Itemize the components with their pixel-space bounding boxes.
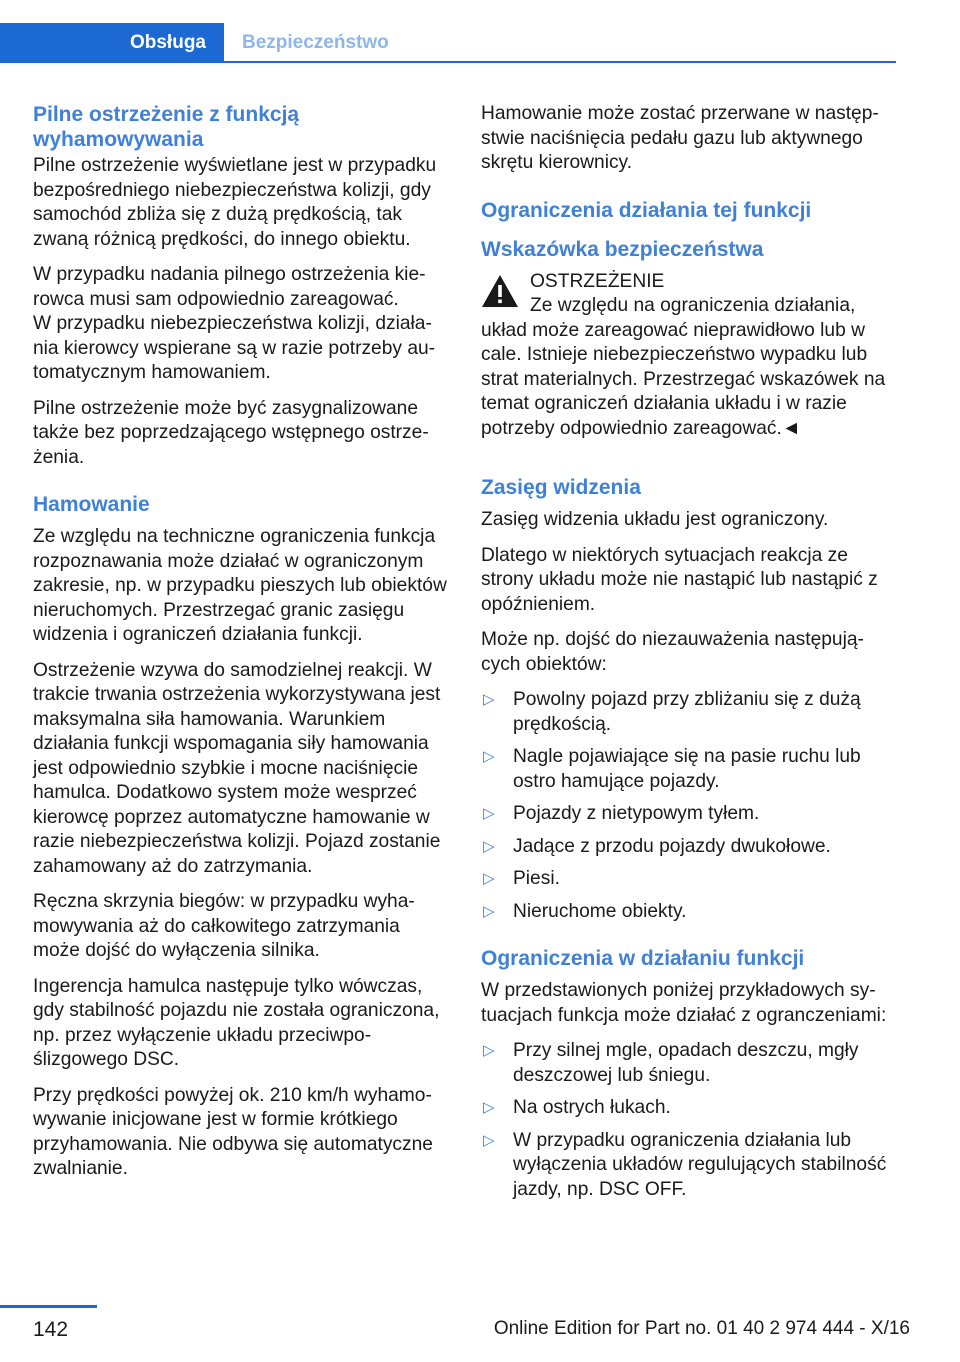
bullet-triangle-icon: ▷ xyxy=(483,870,495,887)
edition-note: Online Edition for Part no. 01 40 2 974 444 - X/16 xyxy=(493,1318,910,1339)
paragraph: Ingerencja hamulca następuje tylko wówczas, gdy stabilność pojazdu nie została ograniczona, np. przez wyłączenie układu przeciwpoślizgowego DSC. xyxy=(33,975,440,1070)
bullet-triangle-icon: ▷ xyxy=(483,837,495,855)
paragraph: Pilne ostrzeżenie wyświetlane jest w przypadku bezpośredniego niebezpieczeństwa kolizji, gdy samochód zbliża się z dużą prędkością, tak zwaną różnicą prędkości, do innego obiektu. xyxy=(33,155,437,250)
bullet-triangle-icon: ▷ xyxy=(483,1099,495,1116)
paragraph: W przypadku nadania pilnego ostrzeżenia kierowca musi sam odpowiednio zareagować. xyxy=(33,264,426,310)
left-column xyxy=(33,102,448,1193)
right-column xyxy=(481,102,896,1214)
list-item: ▷ Nagle pojawiające się na pasie ruchu lub ostro hamujące pojazdy. xyxy=(483,746,861,792)
list-item: ▷ Powolny pojazd przy zbliżaniu się z dużą prędkością. xyxy=(483,689,861,735)
bullet-triangle-icon: ▷ xyxy=(483,902,495,920)
bullet-triangle-icon: ▷ xyxy=(483,748,495,765)
tab-obsluga[interactable]: Obsługa xyxy=(0,23,224,61)
warning-title: OSTRZEŻENIE xyxy=(530,270,665,292)
undetected-objects-list xyxy=(481,688,896,924)
section-heading-urgent-warning: Pilne ostrzeżenie z funkcją wyhamowywania xyxy=(33,103,300,151)
warning-body: układ może zareagować nieprawidłowo lub w cale. Istnieje niebezpieczeństwo wypadku lub strat materialnych. Przestrzegać wskazówek na temat ograniczeń działania układu i w razie potrzeby odpowiednio zareagować.◄ xyxy=(481,319,886,439)
paragraph: W przypadku niebezpieczeństwa kolizji, działania kierowcy wspierane są w razie potrzeby automatycznym hamowaniem. xyxy=(33,313,436,383)
bullet-triangle-icon: ▷ xyxy=(483,691,495,708)
warning-box xyxy=(481,270,896,442)
list-item: ▷ Piesi. xyxy=(481,867,896,892)
tab-bezpieczenstwo[interactable]: Bezpieczeństwo xyxy=(242,32,389,53)
paragraph: Ręczna skrzynia biegów: w przypadku wyhamowywania aż do całkowitego zatrzymania może dojść do wyłączenia silnika. xyxy=(33,891,415,961)
list-item: ▷ W przypadku ograniczenia działania lub wyłączenia układów regulujących stabilność jazdy, np. DSC OFF. xyxy=(483,1129,887,1200)
paragraph: Dlatego w niektórych sytuacjach reakcja ze strony układu może nie nastąpić lub nastąpić z opóźnieniem. xyxy=(481,544,878,615)
section-heading-range: Zasięg widzenia xyxy=(481,476,641,499)
warning-lead: Ze względu na ograniczenia działania, xyxy=(530,295,856,316)
paragraph: Może np. dojść do niezauważenia następujących obiektów: xyxy=(481,629,864,675)
list-item: ▷ Na ostrych łukach. xyxy=(481,1096,896,1121)
section-heading-safety-note: Wskazówka bezpieczeństwa xyxy=(481,237,764,261)
section-heading-operation-limits: Ograniczenia w działaniu funkcji xyxy=(481,947,805,970)
bullet-triangle-icon: ▷ xyxy=(483,805,495,822)
limitations-list xyxy=(481,1039,896,1202)
bullet-triangle-icon: ▷ xyxy=(483,1042,495,1059)
bullet-triangle-icon: ▷ xyxy=(483,1131,495,1149)
list-item: ▷ Przy silnej mgle, opadach deszczu, mgły deszczowej lub śniegu. xyxy=(483,1040,859,1086)
paragraph: Ze względu na techniczne ograniczenia funkcja rozpoznawania może działać w ograniczonym zakresie, np. w przypadku pieszych lub obiektów nieruchomych. Przestrzegać granic zasięgu widzenia i ograniczeń działania funkcji. xyxy=(33,526,447,645)
section-heading-braking: Hamowanie xyxy=(33,493,150,516)
page-number: 142 xyxy=(33,1318,69,1341)
paragraph: Pilne ostrzeżenie może być zasygnalizowane także bez poprzedzającego wstępnego ostrzeżenia. xyxy=(33,397,429,468)
footer-accent-line xyxy=(0,1305,97,1308)
warning-triangle-icon xyxy=(481,274,519,308)
paragraph: W przedstawionych poniżej przykładowych sytuacjach funkcja może działać z ogranczeniami: xyxy=(481,980,887,1026)
paragraph: Zasięg widzenia układu jest ograniczony. xyxy=(481,509,829,530)
paragraph: Hamowanie może zostać przerwane w następstwie naciśnięcia pedału gazu lub aktywnego skrętu kierownicy. xyxy=(481,103,879,173)
paragraph: Przy prędkości powyżej ok. 210 km/h wyhamowywanie inicjowane jest w formie krótkiego przyhamowania. Nie odbywa się automatyczne zwalnianie. xyxy=(33,1084,433,1179)
list-item: ▷ Pojazdy z nietypowym tyłem. xyxy=(481,802,896,827)
list-item: ▷ Nieruchome obiekty. xyxy=(481,900,896,925)
list-item: ▷ Jadące z przodu pojazdy dwukołowe. xyxy=(481,835,896,860)
section-heading-limits: Ograniczenia działania tej funkcji xyxy=(481,198,812,222)
chapter-tabs xyxy=(0,23,896,63)
paragraph: Ostrzeżenie wzywa do samodzielnej reakcji. W trakcie trwania ostrzeżenia wykorzystywana jest maksymalna siła hamowania. Warunkiem działania funkcji wspomagania siły hamowania jest odpowiednio szybkie i mocne naciśnięcie hamulca. Dodatkowo system może wesprzeć kierowcę poprzez automatyczne hamowanie w razie niebezpieczeństwa kolizji. Pojazd zostanie zahamowany aż do zatrzymania. xyxy=(33,659,441,877)
